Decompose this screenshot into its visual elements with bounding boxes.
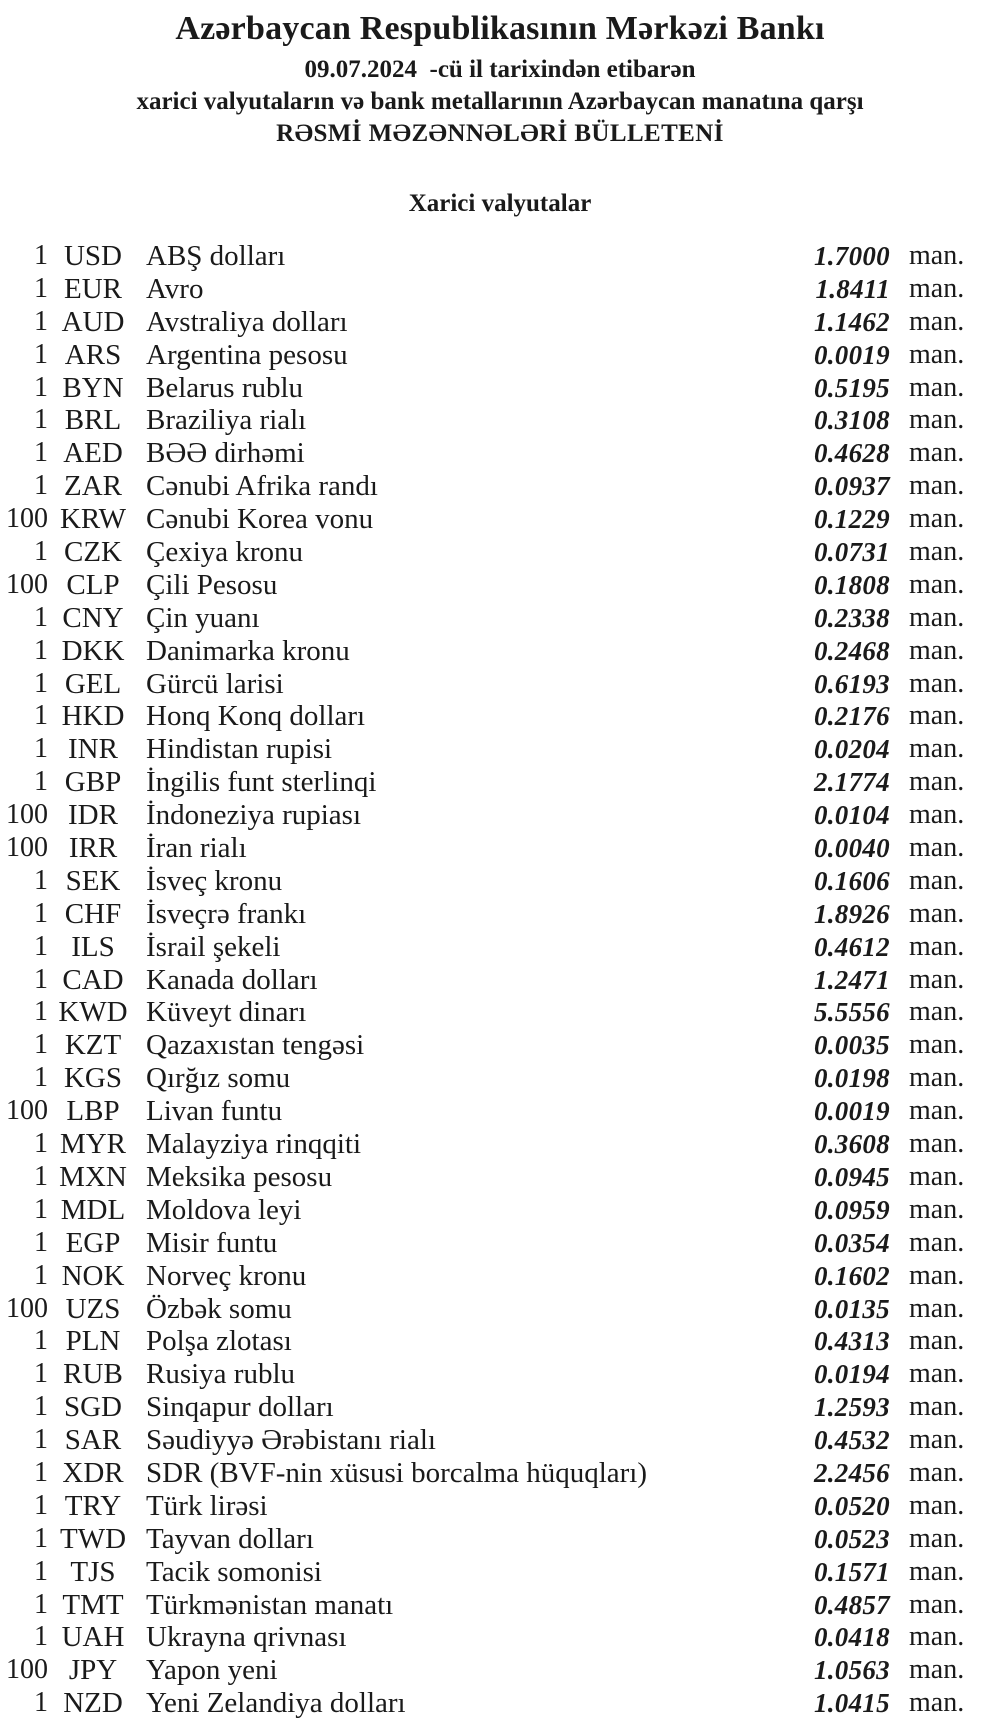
rate-value: 0.3608	[813, 1129, 890, 1160]
unit-label-manat: man.	[909, 799, 965, 831]
unit-label-manat: man.	[909, 1160, 965, 1192]
rate-row	[0, 1325, 1000, 1358]
rate-value: 0.0040	[813, 833, 890, 864]
unit-label-manat: man.	[909, 1095, 965, 1127]
rate-value: 5.5556	[813, 997, 890, 1028]
currency-quantity: 1	[34, 1424, 48, 1456]
currency-name: Polşa zlotası	[146, 1325, 292, 1358]
unit-label-manat: man.	[909, 1687, 965, 1719]
currency-name: Rusiya rublu	[146, 1358, 296, 1391]
currency-quantity: 1	[34, 733, 48, 765]
unit-label-manat: man.	[909, 1522, 965, 1554]
currency-code: ZAR	[64, 470, 122, 503]
rate-row	[0, 372, 1000, 405]
currency-quantity: 1	[34, 1522, 48, 1554]
unit-label-manat: man.	[909, 1325, 965, 1357]
rate-value: 0.1602	[813, 1260, 890, 1291]
currency-quantity: 1	[34, 930, 48, 962]
currency-quantity: 1	[34, 1588, 48, 1620]
currency-quantity: 1	[34, 404, 48, 436]
currency-code: UZS	[65, 1292, 121, 1325]
currency-name: Norveç kronu	[146, 1259, 307, 1292]
currency-code: LBP	[66, 1095, 120, 1128]
currency-code: AED	[63, 437, 123, 470]
rate-row	[0, 569, 1000, 602]
currency-name: Malayziya rinqqiti	[146, 1128, 362, 1161]
currency-name: Çexiya kronu	[146, 536, 304, 569]
rate-row	[0, 733, 1000, 766]
rate-row	[0, 1095, 1000, 1128]
currency-code: MYR	[59, 1128, 127, 1161]
rate-value: 2.1774	[813, 767, 890, 798]
rate-value: 1.2471	[813, 964, 890, 995]
currency-quantity: 1	[34, 1193, 48, 1225]
currency-code: IDR	[68, 799, 118, 832]
currency-name: Livan funtu	[146, 1095, 283, 1128]
unit-label-manat: man.	[909, 1555, 965, 1587]
currency-quantity: 1	[34, 1062, 48, 1094]
currency-code: TWD	[59, 1522, 127, 1555]
unit-label-manat: man.	[909, 272, 965, 304]
currency-quantity: 1	[34, 996, 48, 1028]
currency-code: CNY	[62, 601, 124, 634]
currency-quantity: 1	[34, 240, 48, 271]
currency-quantity: 1	[34, 667, 48, 699]
rate-value: 0.0019	[813, 1096, 890, 1127]
rate-value: 0.4532	[813, 1425, 890, 1456]
unit-label-manat: man.	[909, 963, 965, 995]
rate-row	[0, 1687, 1000, 1720]
currency-name: Küveyt dinarı	[146, 996, 307, 1029]
currency-name: İsrail şekeli	[146, 930, 281, 963]
currency-name: Cənubi Afrika randı	[146, 470, 378, 503]
rate-value: 0.4612	[813, 931, 890, 962]
currency-name: İndoneziya rupiası	[146, 799, 362, 832]
rate-value: 0.0354	[813, 1227, 890, 1258]
bulletin-title: RƏSMİ MƏZƏNNƏLƏRİ BÜLLETENİ	[276, 120, 724, 147]
rate-value: 2.2456	[813, 1457, 890, 1488]
unit-label-manat: man.	[909, 1128, 965, 1160]
currency-name: İsveç kronu	[146, 864, 283, 897]
rate-row	[0, 273, 1000, 306]
unit-label-manat: man.	[909, 1292, 965, 1324]
currency-name: Misir funtu	[146, 1226, 278, 1259]
rate-row	[0, 865, 1000, 898]
currency-quantity: 1	[34, 305, 48, 337]
currency-name: Danimarka kronu	[146, 634, 350, 667]
rate-value: 0.2468	[813, 635, 890, 666]
currency-name: Honq Konq dolları	[146, 700, 366, 733]
bank-name-title: Azərbaycan Respublikasının Mərkəzi Bankı	[175, 10, 825, 47]
rate-value: 0.0104	[813, 800, 890, 831]
currency-code: IRR	[68, 832, 118, 865]
currency-code: NZD	[63, 1687, 123, 1720]
rate-value: 0.4857	[813, 1589, 890, 1620]
currency-name: BƏƏ dirhəmi	[146, 437, 305, 470]
currency-quantity: 1	[34, 272, 48, 304]
rate-value: 0.0135	[813, 1293, 890, 1324]
currency-name: Çin yuanı	[146, 601, 260, 634]
currency-name: Cənubi Korea vonu	[146, 503, 374, 536]
currency-quantity: 1	[34, 1456, 48, 1488]
currency-quantity: 1	[34, 371, 48, 403]
unit-label-manat: man.	[909, 832, 965, 864]
rate-value: 0.0019	[813, 339, 890, 370]
rate-row	[0, 898, 1000, 931]
rate-row	[0, 1391, 1000, 1424]
rate-value: 0.0731	[813, 537, 890, 568]
currency-name: SDR (BVF-nin xüsusi borcalma hüquqları)	[146, 1456, 648, 1489]
rate-value: 0.1571	[813, 1556, 890, 1587]
currency-quantity: 1	[34, 437, 48, 469]
currency-quantity: 1	[34, 1259, 48, 1291]
unit-label-manat: man.	[909, 930, 965, 962]
currency-code: BYN	[62, 371, 124, 404]
currency-quantity: 100	[6, 799, 48, 831]
currency-quantity: 1	[34, 1128, 48, 1160]
rate-row	[0, 1424, 1000, 1457]
currency-code: HKD	[61, 700, 125, 733]
rate-value: 0.2176	[813, 701, 890, 732]
rate-row	[0, 1161, 1000, 1194]
rate-row	[0, 240, 1000, 273]
unit-label-manat: man.	[909, 864, 965, 896]
currency-name: Sinqapur dolları	[146, 1391, 334, 1424]
unit-label-manat: man.	[909, 996, 965, 1028]
bulletin-subtitle: xarici valyutaların və bank metallarının Azərbaycan manatına qarşı	[136, 88, 864, 115]
rate-row	[0, 602, 1000, 635]
currency-code: MXN	[59, 1160, 127, 1193]
currency-quantity: 1	[34, 1555, 48, 1587]
currency-code: ILS	[71, 930, 115, 963]
currency-quantity: 1	[34, 864, 48, 896]
rate-row	[0, 1523, 1000, 1556]
currency-name: Özbək somu	[146, 1292, 292, 1325]
rate-value: 0.0959	[813, 1194, 890, 1225]
currency-name: Meksika pesosu	[146, 1160, 333, 1193]
currency-code: RUB	[63, 1358, 123, 1391]
rate-value: 0.2338	[813, 602, 890, 633]
rate-value: 1.0415	[813, 1688, 890, 1719]
unit-label-manat: man.	[909, 371, 965, 403]
currency-quantity: 1	[34, 1621, 48, 1653]
rate-row	[0, 339, 1000, 372]
currency-code: XDR	[62, 1456, 124, 1489]
unit-label-manat: man.	[909, 700, 965, 732]
currency-quantity: 100	[6, 832, 48, 864]
currency-quantity: 100	[6, 503, 48, 535]
currency-name: İngilis funt sterlinqi	[146, 766, 377, 799]
rate-row	[0, 931, 1000, 964]
unit-label-manat: man.	[909, 1391, 965, 1423]
rate-value: 1.8411	[815, 273, 890, 304]
rate-value: 1.8926	[813, 898, 890, 929]
currency-name: Moldova leyi	[146, 1193, 302, 1226]
unit-label-manat: man.	[909, 1621, 965, 1653]
currency-name: Türk lirəsi	[146, 1489, 268, 1522]
rate-value: 0.0523	[813, 1523, 890, 1554]
rate-value: 0.4628	[813, 438, 890, 469]
rate-row	[0, 1227, 1000, 1260]
rate-row	[0, 832, 1000, 865]
rate-value: 0.0198	[813, 1063, 890, 1094]
currency-name: Ukrayna qrivnası	[146, 1621, 347, 1654]
currency-code: USD	[63, 240, 122, 272]
rate-row	[0, 1194, 1000, 1227]
unit-label-manat: man.	[909, 1029, 965, 1061]
currency-name: Qazaxıstan tengəsi	[146, 1029, 365, 1062]
currency-name: Türkmənistan manatı	[146, 1588, 394, 1621]
currency-code: CLP	[66, 568, 120, 601]
unit-label-manat: man.	[909, 601, 965, 633]
unit-label-manat: man.	[909, 305, 965, 337]
rate-value: 0.0945	[813, 1161, 890, 1192]
rate-value: 0.1229	[813, 504, 890, 535]
rate-value: 1.1462	[813, 306, 890, 337]
unit-label-manat: man.	[909, 338, 965, 370]
currency-name: Gürcü larisi	[146, 667, 284, 700]
rate-row	[0, 635, 1000, 668]
currency-code: CAD	[62, 963, 124, 996]
unit-label-manat: man.	[909, 1226, 965, 1258]
currency-code: SEK	[65, 864, 121, 897]
currency-quantity: 1	[34, 1358, 48, 1390]
effective-date-line: 09.07.2024 -cü il tarixindən etibarən	[304, 56, 696, 83]
currency-name: Kanada dolları	[146, 963, 318, 996]
currency-name: ABŞ dolları	[146, 240, 286, 272]
unit-label-manat: man.	[909, 766, 965, 798]
rate-row	[0, 964, 1000, 997]
rate-row	[0, 470, 1000, 503]
rate-row	[0, 1293, 1000, 1326]
rate-row	[0, 799, 1000, 832]
currency-quantity: 100	[6, 1292, 48, 1324]
currency-quantity: 1	[34, 963, 48, 995]
unit-label-manat: man.	[909, 1193, 965, 1225]
rate-value: 0.4313	[813, 1326, 890, 1357]
rate-row	[0, 1589, 1000, 1622]
unit-label-manat: man.	[909, 1358, 965, 1390]
unit-label-manat: man.	[909, 568, 965, 600]
unit-label-manat: man.	[909, 1654, 965, 1686]
rate-row	[0, 766, 1000, 799]
currency-name: Yapon yeni	[146, 1654, 278, 1687]
unit-label-manat: man.	[909, 634, 965, 666]
rate-row	[0, 996, 1000, 1029]
rate-value: 0.5195	[813, 372, 890, 403]
currency-code: INR	[68, 733, 118, 766]
currency-code: GBP	[64, 766, 122, 799]
currency-quantity: 1	[34, 766, 48, 798]
currency-quantity: 1	[34, 1226, 48, 1258]
currency-quantity: 1	[34, 338, 48, 370]
currency-code: KWD	[58, 996, 128, 1029]
currency-code: KGS	[63, 1062, 122, 1095]
unit-label-manat: man.	[909, 667, 965, 699]
rate-value: 1.7000	[813, 241, 890, 271]
currency-code: UAH	[61, 1621, 125, 1654]
rate-value: 0.0937	[813, 471, 890, 502]
currency-name: Səudiyyə Ərəbistanı rialı	[146, 1424, 436, 1457]
rate-row	[0, 1621, 1000, 1654]
currency-quantity: 1	[34, 1029, 48, 1061]
currency-code: BRL	[64, 404, 122, 437]
currency-code: CZK	[64, 536, 122, 569]
currency-quantity: 1	[34, 1160, 48, 1192]
currency-code: JPY	[68, 1654, 118, 1687]
currency-quantity: 1	[34, 536, 48, 568]
unit-label-manat: man.	[909, 1588, 965, 1620]
currency-name: Qırğız somu	[146, 1062, 291, 1095]
currency-code: TRY	[64, 1489, 122, 1522]
currency-name: Belarus rublu	[146, 371, 304, 404]
currency-code: TMT	[62, 1588, 124, 1621]
rate-row	[0, 1556, 1000, 1589]
currency-name: Argentina pesosu	[146, 338, 348, 371]
rate-value: 1.0563	[813, 1655, 890, 1686]
currency-quantity: 1	[34, 601, 48, 633]
currency-quantity: 1	[34, 1687, 48, 1719]
currency-code: SAR	[64, 1424, 122, 1457]
currency-name: Avstraliya dolları	[146, 305, 348, 338]
currency-code: NOK	[61, 1259, 125, 1292]
rate-row	[0, 1358, 1000, 1391]
rate-row	[0, 503, 1000, 536]
unit-label-manat: man.	[909, 470, 965, 502]
currency-quantity: 1	[34, 1391, 48, 1423]
rate-row	[0, 437, 1000, 470]
rate-value: 1.2593	[813, 1392, 890, 1423]
rate-row	[0, 536, 1000, 569]
currency-code: GEL	[64, 667, 122, 700]
rate-value: 0.1606	[813, 865, 890, 896]
currency-code: EUR	[64, 272, 122, 305]
unit-label-manat: man.	[909, 503, 965, 535]
currency-code: MDL	[60, 1193, 126, 1226]
currency-quantity: 1	[34, 1489, 48, 1521]
rate-row	[0, 1260, 1000, 1293]
currency-name: İran rialı	[146, 832, 247, 865]
unit-label-manat: man.	[909, 240, 965, 271]
unit-label-manat: man.	[909, 404, 965, 436]
unit-label-manat: man.	[909, 1062, 965, 1094]
currency-name: Tayvan dolları	[146, 1522, 314, 1555]
currency-name: Yeni Zelandiya dolları	[146, 1687, 406, 1720]
currency-code: CHF	[64, 897, 122, 930]
currency-quantity: 100	[6, 1654, 48, 1686]
unit-label-manat: man.	[909, 1424, 965, 1456]
exchange-rates-table	[0, 240, 1000, 1720]
rate-row	[0, 1029, 1000, 1062]
currency-name: Hindistan rupisi	[146, 733, 333, 766]
unit-label-manat: man.	[909, 897, 965, 929]
currency-quantity: 1	[34, 1325, 48, 1357]
unit-label-manat: man.	[909, 733, 965, 765]
currency-quantity: 1	[34, 700, 48, 732]
unit-label-manat: man.	[909, 1489, 965, 1521]
currency-code: KZT	[64, 1029, 122, 1062]
rate-row	[0, 1062, 1000, 1095]
currency-code: AUD	[61, 305, 125, 338]
unit-label-manat: man.	[909, 437, 965, 469]
currency-code: DKK	[61, 634, 125, 667]
rate-value: 0.0520	[813, 1490, 890, 1521]
rate-value: 0.0418	[813, 1622, 890, 1653]
unit-label-manat: man.	[909, 1259, 965, 1291]
currency-quantity: 100	[6, 568, 48, 600]
section-title-foreign-currencies: Xarici valyutalar	[408, 190, 592, 217]
rate-value: 0.0194	[813, 1359, 890, 1390]
rate-row	[0, 306, 1000, 339]
currency-name: Çili Pesosu	[146, 568, 278, 601]
currency-name: Braziliya rialı	[146, 404, 307, 437]
currency-quantity: 1	[34, 897, 48, 929]
currency-code: PLN	[65, 1325, 121, 1358]
rate-value: 0.3108	[813, 405, 890, 436]
rate-row	[0, 700, 1000, 733]
currency-quantity: 1	[34, 634, 48, 666]
rate-value: 0.0204	[813, 734, 890, 765]
rate-row	[0, 404, 1000, 437]
rate-row	[0, 1654, 1000, 1687]
rate-value: 0.1808	[813, 569, 890, 600]
rate-row	[0, 1128, 1000, 1161]
currency-quantity: 100	[6, 1095, 48, 1127]
currency-name: İsveçrə frankı	[146, 897, 307, 930]
currency-name: Avro	[146, 272, 204, 305]
currency-code: ARS	[64, 338, 122, 371]
currency-code: EGP	[65, 1226, 121, 1259]
currency-code: KRW	[59, 503, 127, 536]
rate-row	[0, 1490, 1000, 1523]
rate-value: 0.0035	[813, 1030, 890, 1061]
currency-quantity: 1	[34, 470, 48, 502]
unit-label-manat: man.	[909, 536, 965, 568]
rate-row	[0, 1457, 1000, 1490]
rate-row	[0, 668, 1000, 701]
unit-label-manat: man.	[909, 1456, 965, 1488]
currency-code: TJS	[70, 1555, 116, 1588]
currency-name: Tacik somonisi	[146, 1555, 322, 1588]
currency-code: SGD	[63, 1391, 122, 1424]
rate-value: 0.6193	[813, 668, 890, 699]
